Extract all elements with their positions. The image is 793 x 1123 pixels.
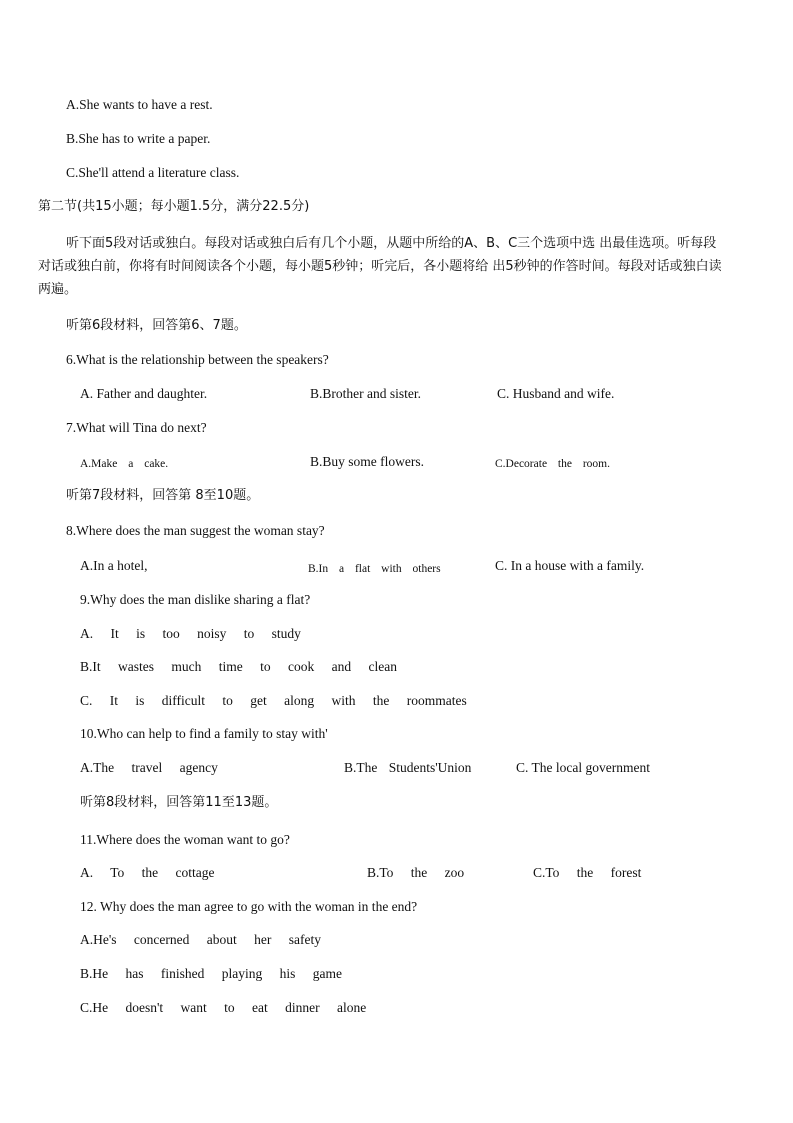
option-c: C. The local government	[516, 760, 650, 775]
option-a: A.Make a cake.	[80, 458, 169, 470]
group-label-8: 听第8段材料，回答第11至13题。	[80, 795, 278, 810]
question-9-option-a: A. It is too noisy to study	[80, 626, 301, 641]
question-stem-8: 8.Where does the man suggest the woman stay?	[66, 523, 325, 538]
group-label-7: 听第7段材料，回答第 8至10题。	[66, 488, 260, 503]
question-stem-6: 6.What is the relationship between the speakers?	[66, 352, 329, 367]
section-title: 第二节(共15小题；每小题1.5分，满分22.5分)	[38, 199, 310, 214]
question-stem-10: 10.Who can help to find a family to stay with'	[80, 726, 328, 741]
option-a: A. To the cottage	[80, 865, 215, 880]
question-options-8	[0, 557, 793, 575]
question-9-option-c: C. It is difficult to get along with the roommates	[80, 693, 467, 708]
prev-option-c: C.She'll attend a literature class.	[66, 165, 240, 180]
question-12-option-a: A.He's concerned about her safety	[80, 932, 321, 947]
question-stem-12: 12. Why does the man agree to go with the woman in the end?	[80, 899, 418, 914]
question-9-option-b: B.It wastes much time to cook and clean	[80, 659, 397, 674]
option-c: C. In a house with a family.	[495, 558, 645, 573]
option-b: B.In a flat with others	[308, 563, 441, 575]
question-12-option-c: C.He doesn't want to eat dinner alone	[80, 1000, 367, 1015]
group-label-6: 听第6段材料，回答第6、7题。	[66, 318, 247, 333]
option-b: B.Brother and sister.	[310, 386, 421, 401]
option-a: A.The travel agency	[80, 760, 218, 775]
instructions: 听下面5段对话或独白。每段对话或独白后有几个小题，从题中所给的A、B、C三个选项中选 出最佳选项。听每段对话或独白前，你将有时间阅读各个小题，每小题5秒钟；听完后，各小题将给 出5秒钟的作答时间。每段对话或独白读两遍。	[38, 236, 722, 297]
option-a: A.In a hotel,	[80, 558, 148, 573]
option-c: C.To the forest	[533, 865, 642, 880]
question-options-11	[0, 864, 793, 882]
option-a: A. Father and daughter.	[80, 386, 208, 401]
option-c: C.Decorate the room.	[495, 458, 610, 470]
option-b: B.To the zoo	[367, 865, 465, 880]
prev-option-a: A.She wants to have a rest.	[66, 97, 213, 112]
option-c: C. Husband and wife.	[497, 386, 615, 401]
question-12-option-b: B.He has finished playing his game	[80, 966, 342, 981]
option-b: B.The Students'Union	[344, 760, 472, 775]
prev-option-b: B.She has to write a paper.	[66, 131, 211, 146]
question-options-6	[0, 385, 793, 403]
question-stem-11: 11.Where does the woman want to go?	[80, 832, 290, 847]
question-stem-7: 7.What will Tina do next?	[66, 420, 207, 435]
question-options-7	[0, 453, 793, 471]
question-stem-9: 9.Why does the man dislike sharing a flat?	[80, 592, 311, 607]
question-options-10	[0, 759, 793, 777]
option-b: B.Buy some flowers.	[310, 454, 424, 469]
